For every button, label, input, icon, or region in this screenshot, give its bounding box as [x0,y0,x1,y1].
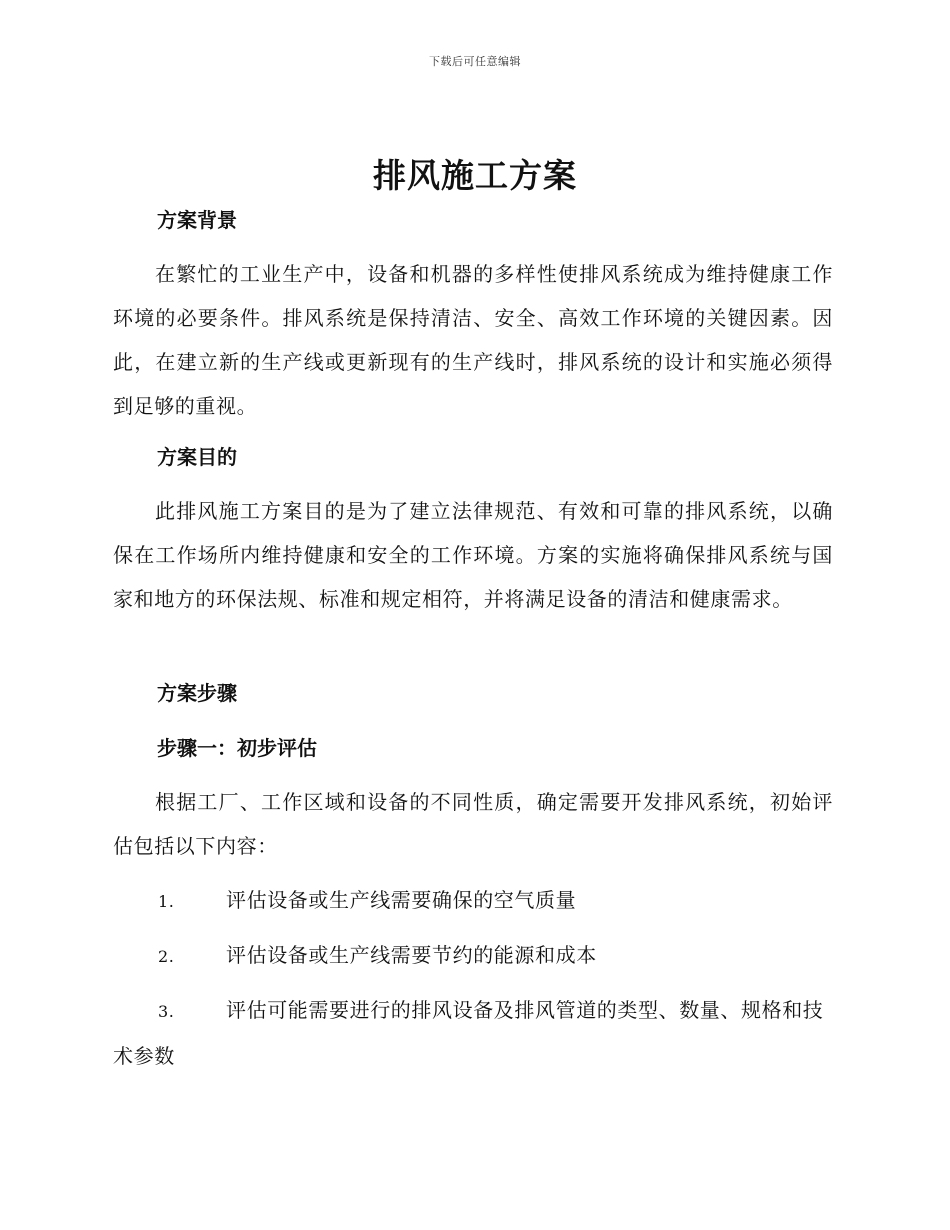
section-heading-background: 方案背景 [157,208,237,232]
list-item [113,988,833,1078]
document-title: 排风施工方案 [373,156,577,195]
section-heading-steps: 方案步骤 [157,681,237,705]
list-item-text: 评估可能需要进行的排风设备及排风管道的类型、数量、规格和技术参数 [113,998,824,1068]
list-item-number: 3. [158,1002,175,1021]
paragraph-background: 在繁忙的工业生产中，设备和机器的多样性使排风系统成为维持健康工作环境的必要条件。排风系统是保持清洁、安全、高效工作环境的关键因素。因此，在建立新的生产线或更新现有的生产线时，排风系统的设计和实施必须得到足够的重视。 [113,262,833,418]
paragraph-purpose: 此排风施工方案目的是为了建立法律规范、有效和可靠的排风系统，以确保在工作场所内维持健康和安全的工作环境。方案的实施将确保排风系统与国家和地方的环保法规、标准和规定相符，并将满足设备的清洁和健康需求。 [113,499,833,611]
list-item-text: 评估设备或生产线需要节约的能源和成本 [226,943,597,967]
paragraph-step-one: 根据工厂、工作区域和设备的不同性质，确定需要开发排风系统，初始评估包括以下内容： [113,790,833,858]
step-one-heading: 步骤一：初步评估 [157,736,317,760]
header-note: 下载后可任意编辑 [429,55,521,68]
list-item-number: 2. [158,947,175,966]
list-item-text: 评估设备或生产线需要确保的空气质量 [226,888,577,912]
list-item [113,878,833,924]
section-heading-purpose: 方案目的 [157,445,237,469]
list-item [113,933,833,979]
list-item-number: 1. [158,892,175,911]
